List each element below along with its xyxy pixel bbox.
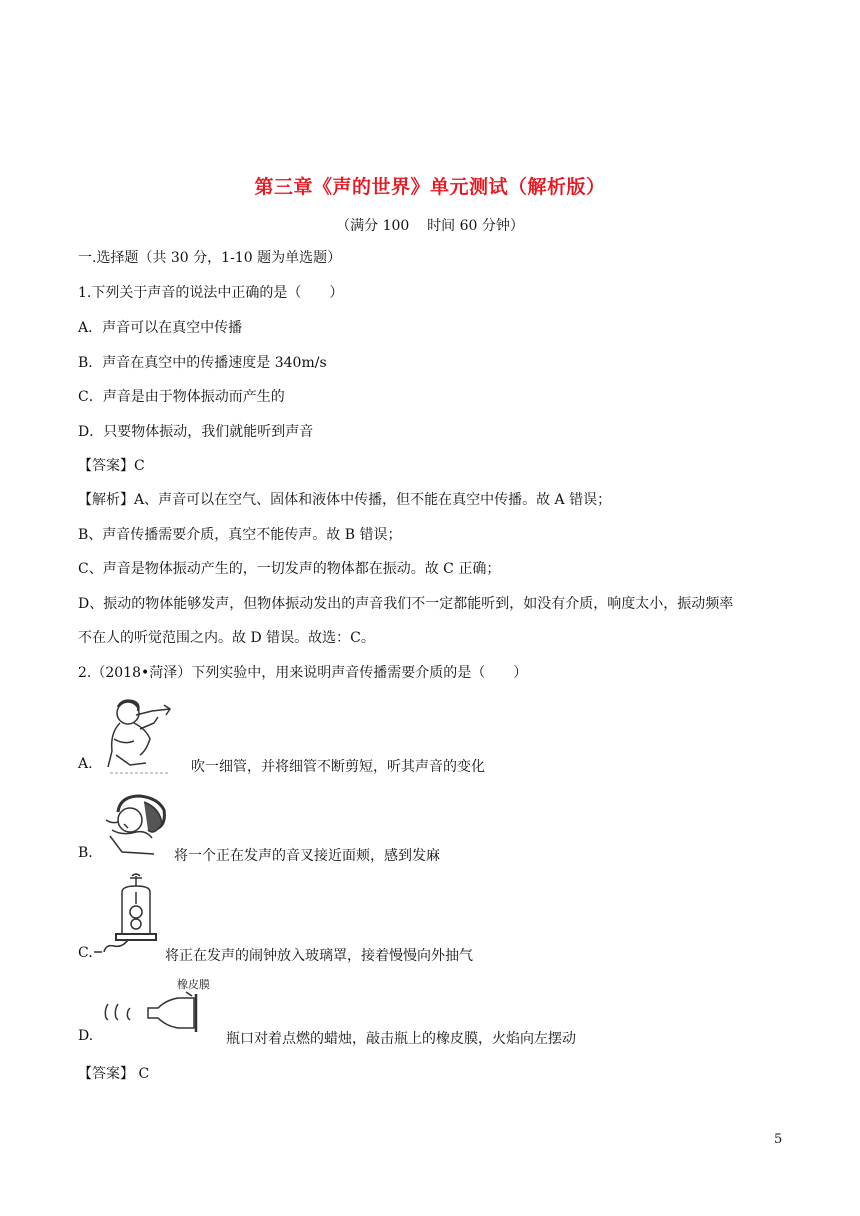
q2-option-c-letter: C. <box>78 945 93 961</box>
person-blowing-tube-figure <box>100 693 178 775</box>
q2-option-a-letter: A. <box>78 756 93 772</box>
q1-analysis-line: B、声音传播需要介质，真空不能传声。故 B 错误； <box>78 527 402 543</box>
document-subtitle: （满分 100 时间 60 分钟） <box>336 218 524 234</box>
q1-option-c: C．声音是由于物体振动而产生的 <box>78 389 285 405</box>
q1-analysis-line: C、声音是物体振动产生的，一切发声的物体都在振动。故 C 正确； <box>78 561 501 577</box>
q2-option-a-text: 吹一细管，并将细管不断剪短，听其声音的变化 <box>191 759 485 775</box>
q1-analysis-line: 【解析】A、声音可以在空气、固体和液体中传播，但不能在真空中传播。故 A 错误； <box>78 492 612 508</box>
q1-option-a: A．声音可以在真空中传播 <box>78 320 243 336</box>
page-number: 5 <box>774 1132 783 1147</box>
tuning-fork-near-cheek-figure <box>100 790 172 860</box>
q1-analysis-line: D、振动的物体能够发声，但物体振动发出的声音我们不一定都能听到，如没有介质，响度太小，振动频率 <box>78 596 734 612</box>
q1-stem: 1.下列关于声音的说法中正确的是（ ） <box>78 285 344 301</box>
q2-answer: 【答案】 C <box>78 1066 150 1082</box>
rubber-membrane-label: 橡皮膜 <box>177 978 210 991</box>
q2-option-d-letter: D. <box>78 1028 94 1044</box>
q1-analysis-line: 不在人的听觉范围之内。故 D 错误。故选：C。 <box>78 630 375 646</box>
q1-option-d: D．只要物体振动，我们就能听到声音 <box>78 424 314 440</box>
q2-stem: 2.（2018•菏泽）下列实验中，用来说明声音传播需要介质的是（ ） <box>78 665 528 681</box>
q2-option-c-text: 将正在发声的闹钟放入玻璃罩，接着慢慢向外抽气 <box>165 948 473 964</box>
alarm-clock-in-bell-jar-figure <box>92 872 172 958</box>
bottle-with-rubber-membrane-figure <box>100 990 210 1036</box>
document-title: 第三章《声的世界》单元测试（解析版） <box>254 176 606 198</box>
q1-answer: 【答案】C <box>78 458 145 474</box>
q2-option-b-letter: B. <box>78 845 93 861</box>
q2-option-d-text: 瓶口对着点燃的蜡烛，敲击瓶上的橡皮膜，火焰向左摆动 <box>226 1031 576 1047</box>
q1-option-b: B．声音在真空中的传播速度是 340m/s <box>78 355 327 371</box>
section-heading: 一.选择题（共 30 分，1-10 题为单选题） <box>78 250 342 266</box>
q2-option-b-text: 将一个正在发声的音叉接近面颊，感到发麻 <box>174 848 440 864</box>
